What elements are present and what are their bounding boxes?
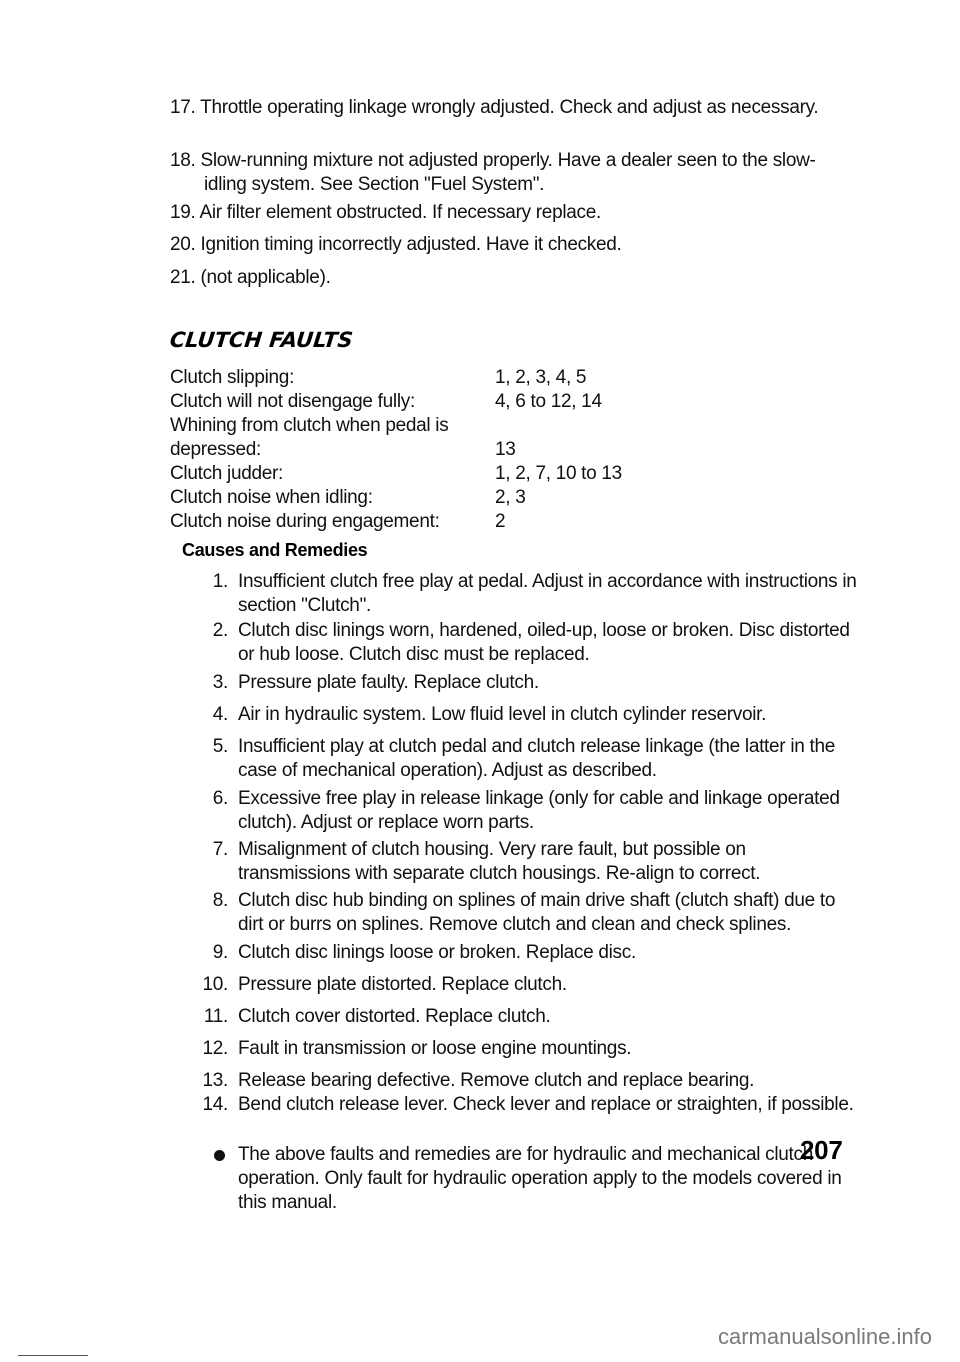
symptom-label: Clutch will not disengage fully: — [170, 391, 415, 412]
watermark: carmanualsonline.info — [717, 1324, 932, 1349]
symptom-causes: 2, 3 — [495, 487, 526, 508]
cause-text: Clutch disc linings worn, hardened, oiled-up, loose or broken. Disc distorted or hub loose. Clutch disc must be replaced. — [238, 620, 850, 665]
cause-number: 13. — [202, 1070, 228, 1091]
cause-number: 2. — [212, 620, 228, 641]
cause-number: 1. — [212, 571, 228, 592]
cause-number: 5. — [212, 736, 228, 757]
bullet-icon — [214, 1150, 225, 1161]
symptom-label: Clutch noise during engagement: — [170, 511, 440, 532]
cause-number: 12. — [202, 1038, 228, 1059]
cause-text: Clutch cover distorted. Replace clutch. — [238, 1006, 551, 1027]
cause-text: Release bearing defective. Remove clutch and replace bearing. — [238, 1070, 755, 1091]
symptom-label: Clutch judder: — [170, 463, 284, 484]
symptom-label: Clutch slipping: — [170, 367, 295, 388]
symptom-row — [170, 390, 850, 414]
note-text: The above faults and remedies are for hydraulic and mechanical clutch operation. Only fault for hydraulic operation apply to the models covered in this manual. — [238, 1144, 842, 1213]
cause-text: Fault in transmission or loose engine mountings. — [238, 1038, 632, 1059]
section-title: CLUTCH FAULTS — [168, 328, 354, 352]
top-list-item-19: 19. Air filter element obstructed. If necessary replace. — [170, 202, 601, 223]
cause-number: 7. — [212, 839, 228, 860]
cause-number: 3. — [212, 672, 228, 693]
cause-text: Insufficient play at clutch pedal and clutch release linkage (the latter in the case of mechanical operation). Adjust as described. — [238, 736, 835, 781]
top-list-item-20: 20. Ignition timing incorrectly adjusted. Have it checked. — [170, 234, 622, 255]
symptom-label: Clutch noise when idling: — [170, 487, 373, 508]
cause-text: Excessive free play in release linkage (only for cable and linkage operated clutch). Adjust or replace worn parts. — [238, 788, 840, 833]
symptom-causes: 4, 6 to 12, 14 — [495, 391, 602, 412]
top-list-item-21: 21. (not applicable). — [170, 267, 331, 288]
causes-heading: Causes and Remedies — [182, 540, 368, 560]
cause-text: Clutch disc linings loose or broken. Replace disc. — [238, 942, 636, 963]
cause-text: Air in hydraulic system. Low fluid level in clutch cylinder reservoir. — [238, 704, 767, 725]
cause-number: 10. — [202, 974, 228, 995]
symptom-label: depressed: — [170, 439, 262, 460]
corner-rule — [18, 1355, 88, 1356]
cause-text: Pressure plate distorted. Replace clutch. — [238, 974, 567, 995]
symptom-causes: 13 — [495, 439, 516, 460]
cause-number: 9. — [212, 942, 228, 963]
symptom-row — [170, 366, 850, 390]
symptom-table — [170, 366, 850, 534]
cause-number: 6. — [212, 788, 228, 809]
symptom-row — [170, 462, 850, 486]
symptom-causes: 1, 2, 3, 4, 5 — [495, 367, 587, 388]
symptom-row — [170, 414, 850, 438]
top-list-item-18: 18. Slow-running mixture not adjusted properly. Have a dealer seen to the slow-idling system. See Section "Fuel System". — [170, 150, 816, 195]
cause-text: Pressure plate faulty. Replace clutch. — [238, 672, 539, 693]
cause-text: Bend clutch release lever. Check lever and replace or straighten, if possible. — [238, 1094, 854, 1115]
symptom-row — [170, 438, 850, 462]
cause-number: 8. — [212, 890, 228, 911]
symptom-row — [170, 510, 850, 534]
top-list-item-17: 17. Throttle operating linkage wrongly adjusted. Check and adjust as necessary. — [170, 97, 819, 118]
cause-number: 11. — [203, 1006, 228, 1027]
symptom-causes: 1, 2, 7, 10 to 13 — [495, 463, 622, 484]
cause-text: Misalignment of clutch housing. Very rare fault, but possible on transmissions with separate clutch housings. Re-align to correct. — [238, 839, 761, 884]
symptom-causes: 2 — [495, 511, 506, 532]
page-number: 207 — [800, 1135, 843, 1165]
cause-text: Insufficient clutch free play at pedal. Adjust in accordance with instructions in section "Clutch". — [238, 571, 857, 616]
cause-number: 4. — [212, 704, 228, 725]
cause-text: Clutch disc hub binding on splines of main drive shaft (clutch shaft) due to dirt or burrs on splines. Remove clutch and clean and check splines. — [238, 890, 836, 935]
cause-number: 14. — [202, 1094, 228, 1115]
symptom-label: Whining from clutch when pedal is — [170, 415, 449, 436]
symptom-row — [170, 486, 850, 510]
